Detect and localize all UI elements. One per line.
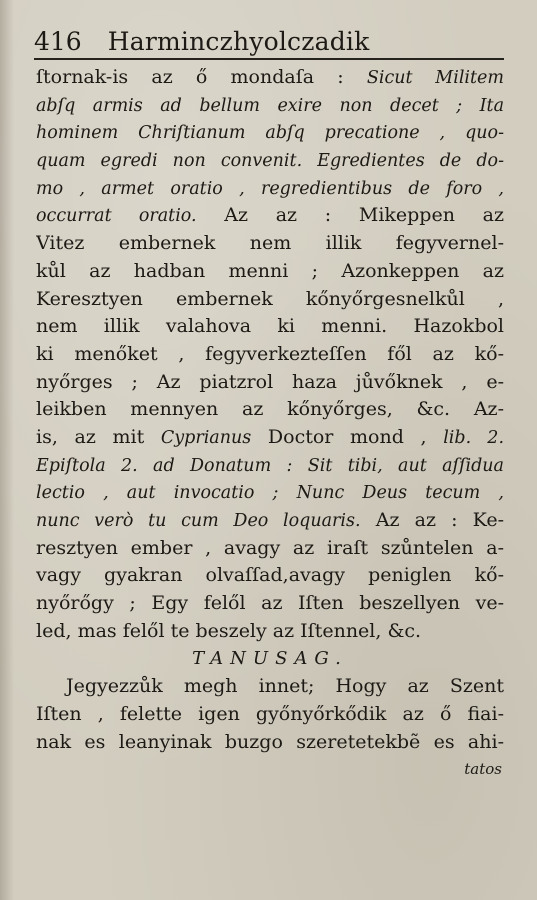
text-line xyxy=(36,701,504,729)
latin-italic-text: Sicut Militem xyxy=(366,68,504,88)
text-segment: Doctor mond , xyxy=(251,425,444,448)
text-line xyxy=(36,562,504,590)
text-line xyxy=(36,230,504,258)
header-rule xyxy=(34,58,504,60)
text-segment: resztyen ember , avagy az iraſt szůntelen a- xyxy=(36,536,504,559)
text-line xyxy=(36,313,504,341)
text-segment: nyőrges ; Az piatzrol haza jůvőknek , e- xyxy=(36,370,504,393)
running-head: Harminczhyolczadik xyxy=(107,27,370,56)
text-line xyxy=(36,202,504,230)
body-text xyxy=(36,64,504,784)
text-line xyxy=(36,618,504,646)
paragraph-quotation xyxy=(36,64,504,645)
page-number: 416 xyxy=(34,27,82,56)
latin-italic-text: lib. 2. xyxy=(443,427,504,448)
latin-italic-text: Cyprianus xyxy=(160,427,252,448)
latin-italic-text: lectio , aut invocatio ; Nunc Deus tecum , xyxy=(36,483,504,504)
text-segment: ſtornak-is az ő mondaſa : xyxy=(36,66,367,88)
text-segment: vagy gyakran olvaſſad,avagy peniglen kő- xyxy=(36,564,504,587)
text-line xyxy=(36,535,504,563)
latin-italic-text: abſq armis ad bellum exire non decet ; Ita xyxy=(36,95,504,116)
text-line xyxy=(36,396,504,424)
text-segment: Keresztyen embernek kőnyőrgesnelkůl , xyxy=(36,287,504,310)
latin-italic-text: nunc verò tu cum Deo loquaris. xyxy=(36,511,361,531)
text-segment: Jegyezzůk megh innet; Hogy az Szent xyxy=(66,675,504,698)
text-segment: is, az mit xyxy=(36,425,161,448)
text-segment: leikben mennyen az kőnyőrges, &c. Az- xyxy=(36,398,504,421)
latin-italic-text: Epiſtola 2. ad Donatum : Sit tibi, aut aſſidua xyxy=(36,455,504,476)
text-segment: Az az : Ke- xyxy=(360,509,504,531)
text-line xyxy=(36,507,504,535)
text-line xyxy=(36,729,504,757)
text-line xyxy=(36,424,504,452)
text-line xyxy=(36,119,504,147)
text-segment: Vitez embernek nem illik fegyvernel- xyxy=(36,232,504,255)
text-line xyxy=(36,479,504,507)
text-line xyxy=(36,92,504,120)
text-line xyxy=(36,369,504,397)
text-line xyxy=(36,147,504,175)
text-segment: led, mas felől te beszely az Iſtennel, &c. xyxy=(36,619,422,642)
text-line xyxy=(36,341,504,369)
paragraph-lesson xyxy=(36,673,504,756)
text-line xyxy=(36,452,504,480)
text-line xyxy=(36,286,504,314)
section-heading: TANUSAG. xyxy=(192,648,348,670)
page-header xyxy=(34,18,506,54)
text-segment: Az az : Mikeppen az xyxy=(196,204,504,227)
text-segment: nak es leanyinak buzgo szeretetekbẽ es ahi- xyxy=(36,730,504,753)
text-line xyxy=(36,258,504,286)
text-line xyxy=(36,673,504,701)
text-line xyxy=(36,64,504,92)
text-segment: kůl az hadban menni ; Azonkeppen az xyxy=(36,259,504,282)
latin-italic-text: mo , armet oratio , regredientibus de foro , xyxy=(36,178,504,199)
latin-italic-text: quam egredi non convenit. Egredientes de do- xyxy=(36,151,504,172)
text-line xyxy=(36,175,504,203)
text-line xyxy=(36,590,504,618)
catchword: tatos xyxy=(464,760,502,779)
text-segment: Iſten , felette igen győnyőrkődik az ő fiai- xyxy=(36,702,504,725)
text-segment: nem illik valahova ki menni. Hazokbol xyxy=(36,315,504,338)
page-edge-shadow xyxy=(0,0,14,900)
latin-italic-text: occurrat oratio. xyxy=(36,206,197,227)
text-segment: ki menőket , fegyverkezteſſen fől az kő- xyxy=(36,342,504,365)
text-segment: nyőrőgy ; Egy felől az Iſten beszellyen ve- xyxy=(36,592,504,615)
latin-italic-text: hominem Chriſtianum abſq precatione , quo- xyxy=(36,123,504,144)
